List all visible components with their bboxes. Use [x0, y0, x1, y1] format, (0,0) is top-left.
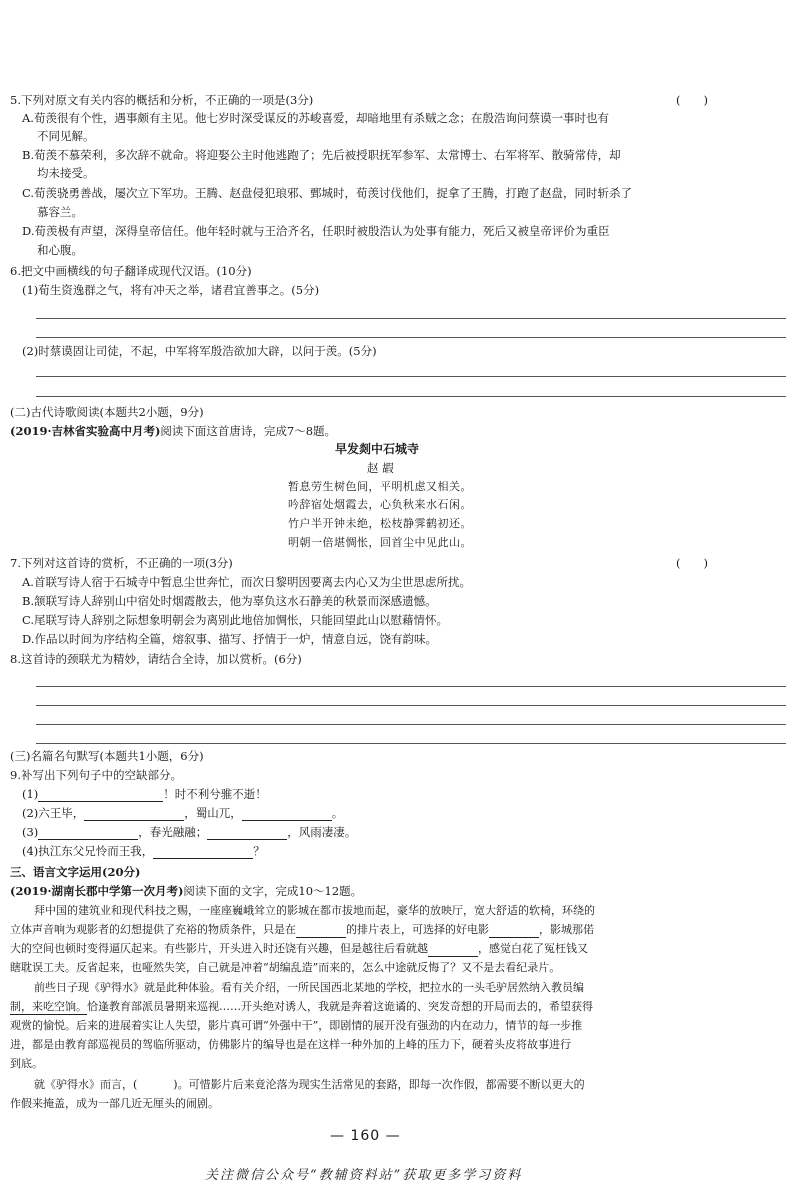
section-3-heading: (三)名篇名句默写(本题共1小题，6分)	[10, 749, 204, 763]
passage-line: 就《驴得水》而言，( )。可惜影片后来竟沦落为现实生活常见的套路，即每一次作假，都需要不断以更大的	[34, 1078, 585, 1091]
poem-line: 暂息劳生树色间，平明机虑又相关。	[288, 480, 472, 493]
answer-line	[36, 743, 786, 744]
q5-stem: 5.下列对原文有关内容的概括和分析，不正确的一项是(3分)	[10, 93, 314, 107]
q6-sentence-2: (2)时蔡谟固让司徒，不起，中军将军殷浩欲加大辟，以问于羡。(5分)	[22, 344, 377, 358]
passage-line: 到底。	[10, 1057, 43, 1070]
q5-option-b-cont: 均未接受。	[37, 166, 95, 180]
q7-option-b: B.颔联写诗人辞别山中宿处时烟霞散去，他为辜负这水石静美的秋景而深感遗憾。	[22, 594, 437, 608]
q9-stem: 9.补写出下列句子中的空缺部分。	[10, 768, 182, 782]
section-2-instruction: 阅读下面这首唐诗，完成7～8题。	[160, 424, 337, 438]
answer-line	[36, 318, 786, 319]
blank-field[interactable]	[489, 925, 539, 938]
q5-option-a: A.荀羡很有个性，遇事颇有主见。他七岁时深受谋反的苏峻喜爱，却暗地里有杀贼之念；在殷浩询问蔡谟一事时也有	[22, 111, 609, 125]
q7-option-a: A.首联写诗人宿于石城寺中暂息尘世奔忙，而次日黎明因要离去内心又为尘世思虑所扰。	[22, 575, 471, 589]
answer-line	[36, 337, 786, 338]
q7-option-d: D.作品以时间为序结构全篇，熔叙事、描写、抒情于一炉，情意自远，饶有韵味。	[22, 632, 437, 646]
q9-line-3: (3) ，春光融融； ，风雨凄凄。	[22, 825, 357, 839]
part-3-heading: 三、语言文字运用(20分)	[10, 865, 141, 879]
q9-line-1: (1) ！时不利兮骓不逝！	[22, 787, 267, 801]
blank-field[interactable]	[242, 808, 332, 821]
passage-line: 制，来吃空饷。恰逢教育部派员暑期来巡视……开头绝对诱人，我就是奔着这诡谲的、突发奇想的开局而去的，希望获得	[10, 1000, 593, 1013]
poem-title: 早发剡中石城寺	[335, 442, 420, 456]
q8-stem: 8.这首诗的颈联尤为精妙，请结合全诗，加以赏析。(6分)	[10, 652, 302, 666]
passage-line: 进，都是由教育部巡视员的驾临所驱动，仿佛影片的编导也是在这样一种外加的上峰的压力下，硬着头皮将故事进行	[10, 1038, 571, 1051]
page-number: — 160 —	[330, 1128, 401, 1144]
part-3-instruction: 阅读下面的文字，完成10～12题。	[183, 884, 363, 898]
footer-notice: 关注微信公众号“教辅资料站”获取更多学习资料	[205, 1168, 523, 1183]
q5-answer-bracket: ( )	[676, 93, 708, 107]
answer-line	[36, 686, 786, 687]
section-2-intro	[10, 423, 336, 439]
part-3-source: (2019·湖南长郡中学第一次月考)	[10, 884, 184, 898]
blank-field[interactable]	[296, 925, 346, 938]
q5-option-c: C.荀羡骁勇善战，屡次立下军功。王腾、赵盘侵犯琅邪、鄄城时，荀羡讨伐他们，捉拿了王腾，打跑了赵盘，同时斩杀了	[22, 186, 633, 200]
passage-line: 前些日子现《驴得水》就是此种体验。看有关介绍，一所民国西北某地的学校，把拉水的一头毛驴居然纳入教员编	[34, 981, 584, 994]
answer-line	[36, 396, 786, 397]
section-2-heading: (二)古代诗歌阅读(本题共2小题，9分)	[10, 405, 204, 419]
section-2-source: (2019·吉林省实验高中月考)	[10, 424, 161, 438]
q7-stem: 7.下列对这首诗的赏析，不正确的一项(3分)	[10, 556, 233, 570]
poem-author: 赵 嘏	[367, 461, 394, 475]
answer-line	[36, 724, 786, 725]
q9-line-2: (2)六王毕， ，蜀山兀， 。	[22, 806, 344, 820]
answer-line	[36, 376, 786, 377]
q9-line-4: (4)执江东父兄怜而王我， ？	[22, 844, 265, 858]
passage-line: 大的空间也顿时变得逼仄起来。有些影片，开头进入时还饶有兴趣，但是越往后看就越 ，感觉白花了冤枉钱又	[10, 942, 588, 955]
passage-line: 观赏的愉悦。后来的进展着实让人失望，影片真可谓“外强中干”，即剧情的展开没有强劲的内在动力，情节的每一步推	[10, 1019, 583, 1032]
q5-option-d: D.荀羡极有声望，深得皇帝信任。他年轻时就与王洽齐名，任职时被殷浩认为处事有能力，死后又被皇帝评价为重臣	[22, 224, 610, 238]
q6-stem: 6.把文中画横线的句子翻译成现代汉语。(10分)	[10, 264, 252, 278]
q5-option-d-cont: 和心腹。	[37, 243, 83, 257]
blank-field[interactable]	[38, 827, 138, 840]
poem-line: 竹户半开钟未绝，松枝静霁鹤初还。	[288, 517, 472, 530]
blank-field[interactable]	[38, 789, 163, 802]
poem-line: 明朝一倍堪惆怅，回首尘中见此山。	[288, 536, 472, 549]
passage-line: 拜中国的建筑业和现代科技之赐，一座座巍峨耸立的影城在都市拔地而起，豪华的放映厅，宽大舒适的软椅，环绕的	[34, 904, 595, 917]
q5-option-b: B.荀羡不慕荣利，多次辞不就命。将迎娶公主时他逃跑了；先后被授职抚军参军、太常博士、右军将军、散骑常侍，却	[22, 148, 621, 162]
underlined-sentence: 制，来吃空饷。	[10, 1000, 87, 1013]
passage-line: 立体声音响为观影者的幻想提供了充裕的物质条件，只是在 的排片表上，可选择的好电影 ，影城那偌	[10, 923, 594, 936]
blank-field[interactable]	[84, 808, 184, 821]
q7-answer-bracket: ( )	[676, 556, 708, 570]
part-3-intro	[10, 883, 362, 899]
passage-line: 瞎耽误工夫。反省起来，也哑然失笑，自己就是冲着“胡编乱造”而来的，怎么中途就反悔了？又不是去看纪录片。	[10, 961, 561, 974]
q7-option-c: C.尾联写诗人辞别之际想象明朝会为离别此地倍加惆怅，只能回望此山以慰藉情怀。	[22, 613, 449, 627]
q5-option-c-cont: 慕容兰。	[37, 205, 83, 219]
answer-line	[36, 705, 786, 706]
q5-option-a-cont: 不同见解。	[37, 129, 95, 143]
poem-line: 吟辞宿处烟霞去，心负秋来水石闲。	[288, 498, 472, 511]
blank-field[interactable]	[428, 944, 478, 957]
blank-field[interactable]	[153, 846, 253, 859]
q6-sentence-1: (1)荀生资逸群之气，将有冲天之举，诸君宜善事之。(5分)	[22, 283, 320, 297]
blank-field[interactable]	[207, 827, 287, 840]
passage-line: 作假来掩盖，成为一部几近无厘头的闹剧。	[10, 1097, 219, 1110]
